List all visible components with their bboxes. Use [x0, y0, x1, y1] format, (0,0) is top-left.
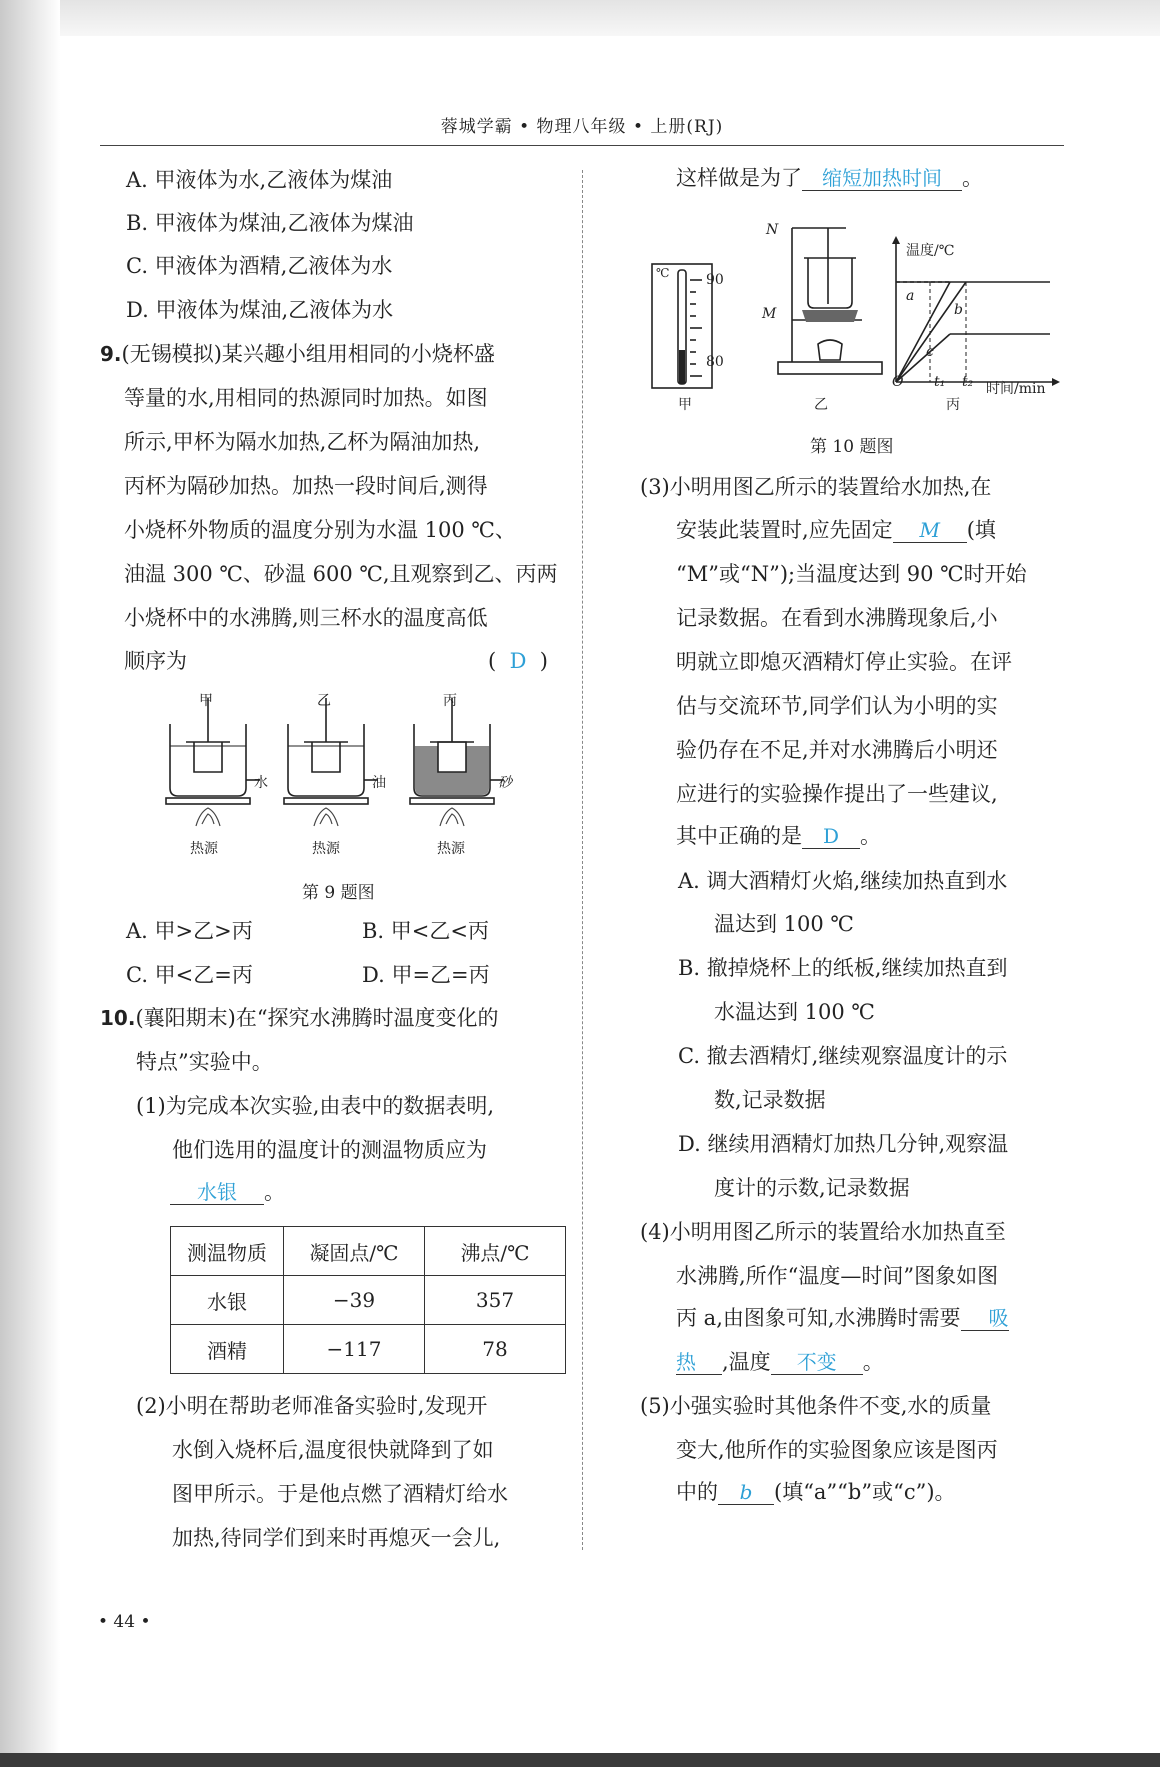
fig10-label-N: N: [766, 222, 779, 238]
fig10-thermo-90: 90: [706, 272, 724, 288]
q8-option-c: C. 甲液体为酒精,乙液体为水: [126, 254, 393, 278]
q9-line: 所示,甲杯为隔水加热,乙杯为隔油加热,: [124, 430, 481, 454]
fig10-t1: t₁: [934, 374, 946, 390]
fig9-medium-water: 水: [254, 775, 268, 791]
fig10-curve-c: c: [926, 344, 934, 360]
q9-answer: D: [509, 649, 527, 673]
q10-part2-answer: 缩短加热时间: [802, 168, 962, 191]
fig10-graph-xlabel: 时间/min: [986, 381, 1046, 397]
table-cell: −117: [284, 1325, 425, 1374]
fig10-thermo-unit: ℃: [656, 266, 670, 280]
page-header: 蓉城学霸 • 物理八年级 • 上册(RJ): [440, 117, 724, 137]
q8-option-d: D. 甲液体为煤油,乙液体为水: [126, 298, 394, 322]
q10-part5-answer: b: [718, 1482, 774, 1505]
q10-part4-answer1a: 吸: [961, 1308, 1009, 1331]
q10-part3-option-a-cont: 温达到 100 ℃: [714, 912, 854, 936]
q10-part5-line2: 变大,他所作的实验图象应该是图丙: [676, 1438, 998, 1462]
fig9-medium-sand: 砂: [498, 775, 512, 791]
q10-part3-line: 验仍存在不足,并对水沸腾后小明还: [676, 738, 998, 762]
fig10-label-M: M: [762, 306, 777, 322]
table-header-cell: 沸点/℃: [425, 1227, 566, 1276]
fig10-sub-label-yi: 乙: [814, 397, 828, 413]
table-header-cell: 凝固点/℃: [284, 1227, 425, 1276]
q8-option-a: A. 甲液体为水,乙液体为煤油: [126, 168, 393, 192]
scan-shadow-bottom: [0, 1753, 1160, 1767]
q10-part5-line1: (5)小强实验时其他条件不变,水的质量: [640, 1394, 992, 1418]
q10-part2-line: 水倒入烧杯后,温度很快就降到了如: [172, 1438, 494, 1462]
q10-part2-continuation: 这样做是为了 缩短加热时间 。: [676, 166, 983, 190]
q8-option-b: B. 甲液体为煤油,乙液体为煤油: [126, 211, 414, 235]
fig9-heat-source: 热源: [437, 841, 465, 857]
q9-line: 油温 300 ℃、砂温 600 ℃,且观察到乙、丙两: [124, 562, 558, 586]
q9-line: 小烧杯外物质的温度分别为水温 100 ℃、: [124, 518, 516, 542]
q10-data-table: [170, 1226, 566, 1374]
q9-line: 等量的水,用相同的热源同时加热。如图: [124, 386, 488, 410]
q9-line: 丙杯为隔砂加热。加热一段时间后,测得: [124, 474, 488, 498]
fig10-origin: O: [892, 374, 904, 390]
figure-9-caption: 第 9 题图: [302, 883, 375, 903]
q9-option-d: D. 甲=乙=丙: [362, 963, 490, 987]
fig10-graph-ylabel: 温度/℃: [906, 243, 955, 259]
fig9-heat-source: 热源: [312, 841, 340, 857]
table-header-cell: 测温物质: [171, 1227, 284, 1276]
q10-part1-line2: 他们选用的温度计的测温物质应为: [172, 1138, 487, 1162]
fig9-label-jia: 甲: [199, 693, 213, 709]
fig10-t2: t₂: [962, 374, 974, 390]
table-cell: −39: [284, 1276, 425, 1325]
q10-part4-line4: 热 ,温度 不变 。: [676, 1350, 884, 1374]
q9-line: 小烧杯中的水沸腾,则三杯水的温度高低: [124, 606, 488, 630]
q9-last-line: 顺序为: [124, 649, 187, 673]
q10-line2: 特点”实验中。: [136, 1050, 273, 1074]
q9-option-c: C. 甲<乙=丙: [126, 963, 253, 987]
table-cell: 357: [425, 1276, 566, 1325]
q10-part3-line3: “M”或“N”);当温度达到 90 ℃时开始: [676, 562, 1027, 586]
fig9-heat-source: 热源: [190, 841, 218, 857]
q9-option-b: B. 甲<乙<丙: [362, 919, 489, 943]
scan-shadow-top: [0, 0, 1160, 36]
q10-part3-answer1: M: [893, 520, 967, 543]
q9-first-line: [100, 344, 495, 365]
fig10-thermo-80: 80: [706, 354, 724, 370]
header-rule: [100, 145, 1064, 146]
q10-part3-option-b-cont: 水温达到 100 ℃: [714, 1000, 875, 1024]
q10-part3-line: 记录数据。在看到水沸腾现象后,小: [676, 606, 998, 630]
table-row: [171, 1325, 566, 1374]
fig10-curve-b: b: [954, 302, 963, 318]
q10-number: 10.: [100, 1006, 136, 1030]
q10-part3-answer2: D: [802, 826, 860, 849]
q10-part3-line2: 安装此装置时,应先固定 M (填: [676, 518, 996, 542]
q10-part1-line1: (1)为完成本次实验,由表中的数据表明,: [136, 1094, 495, 1118]
q10-part1-answer: 水银: [170, 1182, 264, 1205]
fig10-curve-a: a: [906, 288, 915, 304]
q10-part3-option-b: B. 撤掉烧杯上的纸板,继续加热直到: [678, 956, 1008, 980]
q10-part4-answer1b: 热: [676, 1352, 722, 1375]
q10-part2-line: 加热,待同学们到来时再熄灭一会儿,: [172, 1526, 501, 1550]
scan-shadow-left: [0, 0, 60, 1767]
q10-part3-line1: (3)小明用图乙所示的装置给水加热,在: [640, 475, 992, 499]
q9-answer-bracket: ( D ): [488, 649, 548, 673]
q10-part3-option-c-cont: 数,记录数据: [714, 1088, 826, 1112]
q10-part2-line: 图甲所示。于是他点燃了酒精灯给水: [172, 1482, 508, 1506]
fig9-label-yi: 乙: [317, 693, 331, 709]
q10-part3-option-d: D. 继续用酒精灯加热几分钟,观察温: [678, 1132, 1009, 1156]
q10-first-line: 10.(襄阳期末)在“探究水沸腾时温度变化的: [100, 1006, 499, 1030]
fig10-sub-label-jia: 甲: [678, 397, 692, 413]
q10-part1-answer-line: 水银 。: [170, 1182, 285, 1205]
q10-part3-option-a: A. 调大酒精灯火焰,继续加热直到水: [678, 869, 1008, 893]
q10-part3-line: 应进行的实验操作提出了一些建议,: [676, 782, 998, 806]
q10-part4-line2: 水沸腾,所作“温度—时间”图象如图: [676, 1264, 999, 1288]
q10-part4-answer2: 不变: [771, 1352, 863, 1375]
fig9-label-bing: 丙: [443, 693, 457, 709]
column-divider: [582, 170, 583, 1550]
figure-9-beakers: [160, 688, 520, 858]
q10-part3-line: 明就立即熄灭酒精灯停止实验。在评: [676, 650, 1012, 674]
q10-part2-line: (2)小明在帮助老师准备实验时,发现开: [136, 1394, 488, 1418]
figure-10-caption: 第 10 题图: [810, 437, 894, 457]
q10-part3-option-c: C. 撤去酒精灯,继续观察温度计的示: [678, 1044, 1008, 1068]
page-number: • 44 •: [98, 1612, 151, 1632]
q10-part3-line: 估与交流环节,同学们认为小明的实: [676, 694, 998, 718]
table-cell: 水银: [171, 1276, 284, 1325]
table-header-row: [171, 1227, 566, 1276]
table-cell: 78: [425, 1325, 566, 1374]
fig9-medium-oil: 油: [372, 775, 386, 791]
q10-part3-last-line: 其中正确的是 D 。: [676, 824, 881, 848]
q10-part4-line3: 丙 a,由图象可知,水沸腾时需要 吸: [676, 1306, 1009, 1330]
fig10-sub-label-bing: 丙: [946, 397, 960, 413]
q9-option-a: A. 甲>乙>丙: [126, 919, 253, 943]
table-cell: 酒精: [171, 1325, 284, 1374]
q9-line: (无锡模拟)某兴趣小组用相同的小烧杯盛: [121, 342, 495, 366]
table-row: [171, 1276, 566, 1325]
q9-number: 9.: [100, 342, 122, 366]
q10-part3-option-d-cont: 度计的示数,记录数据: [714, 1176, 910, 1200]
q10-part4-line1: (4)小明用图乙所示的装置给水加热直至: [640, 1220, 1006, 1244]
q10-part5-line3: 中的 b (填“a”“b”或“c”)。: [676, 1480, 956, 1504]
